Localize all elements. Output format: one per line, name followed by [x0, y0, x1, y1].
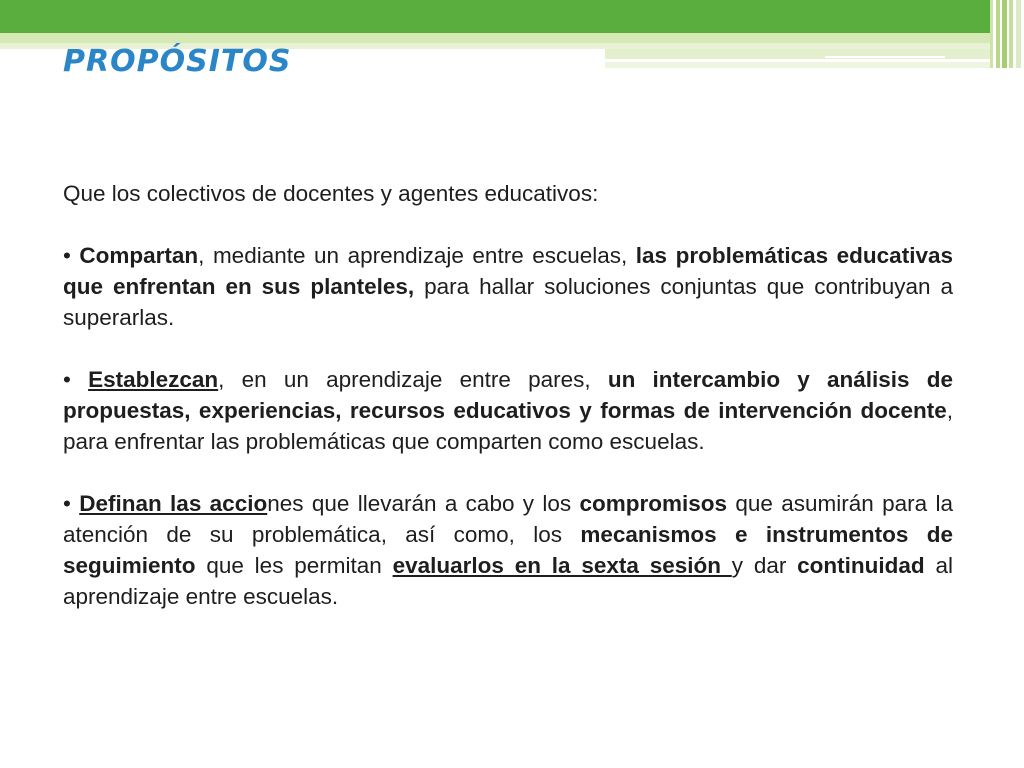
- decorative-vertical-stripes: [990, 0, 1024, 68]
- bullet-text-run: , para enfrentar las problemáticas que comparten como escuelas.: [63, 398, 953, 454]
- bullet-item: [63, 488, 953, 612]
- bullet-marker: •: [63, 367, 89, 392]
- bullet-item: [63, 364, 953, 457]
- bullet-text-run: Definan las accio: [79, 491, 268, 516]
- bullet-marker: •: [63, 491, 80, 516]
- bullet-text-run: al aprendizaje entre escuelas.: [63, 553, 953, 609]
- bullet-text-run: mecanismos e instrumentos de seguimiento: [63, 522, 954, 578]
- header-green-bar: [0, 0, 990, 33]
- bullet-text-run: un intercambio y análisis de propuestas, experiencias, recursos educativos y formas de intervención docente: [63, 367, 953, 423]
- bullet-text-run: , mediante un aprendizaje entre escuelas,: [198, 243, 636, 268]
- header-light-bar: [0, 33, 990, 43]
- bullet-text-run: Establezcan: [88, 367, 219, 392]
- slide-content: [63, 178, 953, 643]
- header-accent-segment-thin: [605, 62, 990, 68]
- bullet-marker: •: [63, 243, 80, 268]
- bullet-text-run: las problemáticas educativas que enfrentan en sus planteles,: [63, 243, 953, 299]
- bullet-item: [63, 240, 953, 333]
- bullet-text-run: Compartan: [79, 243, 199, 268]
- intro-text: Que los colectivos de docentes y agentes educativos:: [63, 181, 599, 206]
- bullet-text-run: que les permitan: [195, 553, 393, 578]
- bullet-text-run: evaluarlos en la sexta sesión: [392, 553, 732, 578]
- bullet-text-run: que asumirán para la atención de su problemática, así como, los: [63, 491, 953, 547]
- bullet-text-run: , en un aprendizaje entre pares,: [218, 367, 608, 392]
- bullet-text-run: para hallar soluciones conjuntas que contribuyan a superarlas.: [63, 274, 953, 330]
- header-accent-highlight: [825, 56, 945, 58]
- bullet-text-run: y dar: [731, 553, 798, 578]
- slide-title: PROPÓSITOS: [63, 44, 292, 79]
- bullet-text-run: compromisos: [579, 491, 728, 516]
- bullet-text-run: nes que llevarán a cabo y los: [267, 491, 580, 516]
- bullet-text-run: continuidad: [797, 553, 925, 578]
